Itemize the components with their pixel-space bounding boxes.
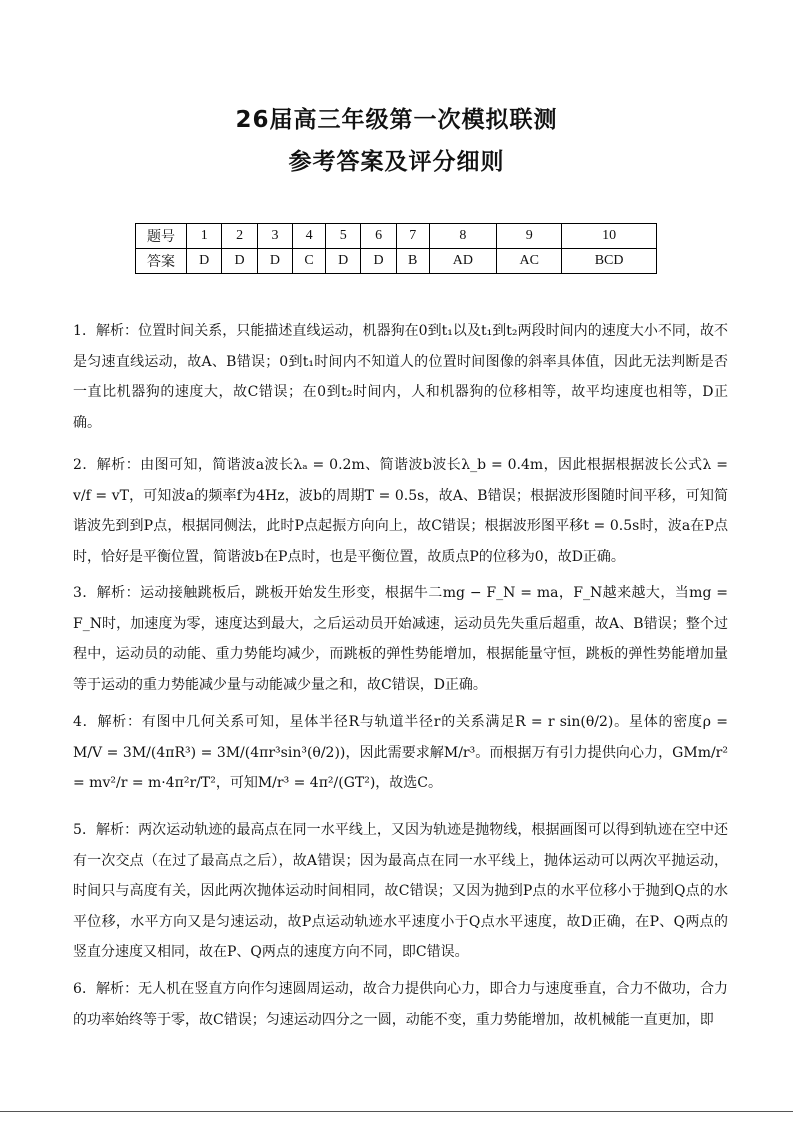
table-cell: 6 bbox=[361, 224, 396, 249]
row-label-answer: 答案 bbox=[136, 249, 187, 274]
row-label-number: 题号 bbox=[136, 224, 187, 249]
table-cell: D bbox=[257, 249, 292, 274]
table-cell: 5 bbox=[326, 224, 361, 249]
table-cell: 1 bbox=[187, 224, 222, 249]
table-cell: D bbox=[222, 249, 257, 274]
explanation-6: 6．解析：无人机在竖直方向作匀速圆周运动，故合力提供向心力，即合力与速度垂直，合力不做功，合力的功率始终等于零，故C错误；匀速运动四分之一圆，动能不变，重力势能增加，故机械能一直更加，即 bbox=[73, 981, 728, 1028]
page-title: 26届高三年级第一次模拟联测 bbox=[235, 107, 558, 133]
table-cell: D bbox=[326, 249, 361, 274]
table-cell: D bbox=[187, 249, 222, 274]
explanation-3: 3．解析：运动接触跳板后，跳板开始发生形变，根据牛二mg − F_N = ma，F_N越来越大，当mg = F_N时，加速度为零，速度达到最大，之后运动员开始减速，运动员先失重后超重，故A、B错误；整个过程中，运动员的动能、重力势能均减少，而跳板的弹性势能增加，根据能量守恒，跳板的弹性势能增加量等于运动的重力势能减少量与动能减少量之和，故C错误，D正确。 bbox=[73, 585, 728, 693]
page-subtitle: 参考答案及评分细则 bbox=[288, 149, 505, 175]
table-cell: B bbox=[396, 249, 429, 274]
explanation-2: 2．解析：由图可知，简谐波a波长λₐ = 0.2m、简谐波b波长λ_b = 0.4m，因此根据根据波长公式λ = v/f = vT，可知波a的频率f为4Hz，波b的周期T = 0.5s，故A、B错误；根据波形图随时间平移，可知简谐波先到到P点，根据同侧法，此时P点起振方向向上，故C错误；根据波形图平移t = 0.5s时，波a在P点时，恰好是平衡位置，简谐波b在P点时，也是平衡位置，故质点P的位移为0，故D正确。 bbox=[73, 457, 728, 565]
explanation-4: 4．解析：有图中几何关系可知，星体半径R与轨道半径r的关系满足R = r sin(θ/2)。星体的密度ρ = M/V = 3M/(4πR³) = 3M/(4πr³sin³(θ/2))，因此需要求解M/r³。而根据万有引力提供向心力，GMm/r² = mv²/r = m·4π²r/T²，可知M/r³ = 4π²/(GT²)，故选C。 bbox=[73, 714, 728, 791]
table-cell: 9 bbox=[497, 224, 562, 249]
table-cell: BCD bbox=[562, 249, 657, 274]
table-row-answers bbox=[136, 249, 657, 274]
table-row-numbers bbox=[136, 224, 657, 249]
explanation-1: 1．解析：位置时间关系，只能描述直线运动，机器狗在0到t₁以及t₁到t₂两段时间内的速度大小不同，故不是匀速直线运动，故A、B错误；0到t₁时间内不知道人的位置时间图像的斜率具体值，因此无法判断是否一直比机器狗的速度大，故C错误；在0到t₂时间内，人和机器狗的位移相等，故平均速度也相等，D正确。 bbox=[73, 323, 728, 431]
table-cell: 8 bbox=[429, 224, 497, 249]
table-cell: D bbox=[361, 249, 396, 274]
table-cell: AD bbox=[429, 249, 497, 274]
table-cell: 7 bbox=[396, 224, 429, 249]
table-cell: 3 bbox=[257, 224, 292, 249]
table-cell: AC bbox=[497, 249, 562, 274]
table-cell: 4 bbox=[293, 224, 326, 249]
answer-table bbox=[135, 223, 657, 274]
explanation-5: 5．解析：两次运动轨迹的最高点在同一水平线上，又因为轨迹是抛物线，根据画图可以得到轨迹在空中还有一次交点（在过了最高点之后），故A错误；因为最高点在同一水平线上，抛体运动可以两次平抛运动，时间只与高度有关，因此两次抛体运动时间相同，故C错误；又因为抛到P点的水平位移小于抛到Q点的水平位移，水平方向又是匀速运动，故P点运动轨迹水平速度小于Q点水平速度，故D正确，在P、Q两点的竖直分速度又相同，故在P、Q两点的速度方向不同，即C错误。 bbox=[73, 822, 728, 960]
table-cell: 10 bbox=[562, 224, 657, 249]
table-cell: 2 bbox=[222, 224, 257, 249]
table-cell: C bbox=[293, 249, 326, 274]
page-bottom-divider bbox=[0, 1111, 793, 1112]
